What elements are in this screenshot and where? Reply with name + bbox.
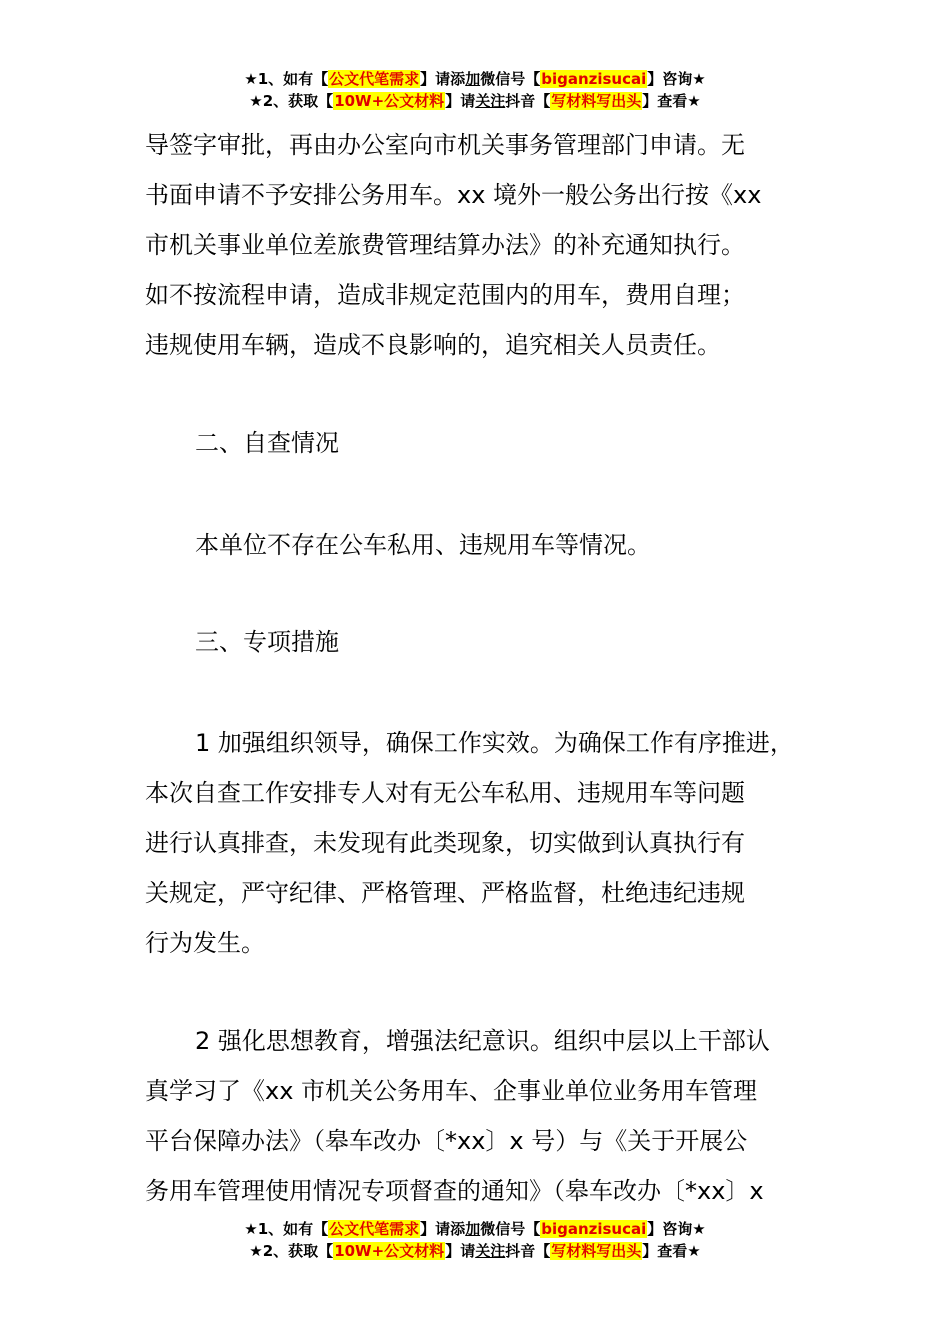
highlight-wechat-id: biganzisucai: [541, 70, 647, 88]
banner-line-2: ★2、获取【10W+公文材料】请关注抖音【写材料写出头】查看★: [249, 92, 701, 110]
highlight-service: 公文代笔需求: [329, 1220, 420, 1238]
footer-banner: [0, 1218, 950, 1262]
header-banner: [0, 68, 950, 112]
highlight-service: 公文代笔需求: [329, 70, 420, 88]
paragraph-measure-2: 2 强化思想教育，增强法纪意识。组织中层以上干部认 真学习了《xx 市机关公务用车、企事业单位业务用车管理 平台保障办法》（皋车改办〔*xx〕x 号）与《关于开展公 务用车管理使用情况专项督查的通知》（皋车改办〔*xx〕x: [145, 1027, 770, 1205]
paragraph-self-check: 本单位不存在公车私用、违规用车等情况。: [195, 531, 651, 559]
banner-line-1: ★1、如有【公文代笔需求】请添加微信号【biganzisucai】咨询★: [244, 70, 706, 88]
highlight-douyin: 写材料写出头: [551, 92, 642, 110]
paragraph-measure-1: 1 加强组织领导，确保工作实效。为确保工作有序推进， 本次自查工作安排专人对有无公车私用、违规用车等问题 进行认真排查，未发现有此类现象，切实做到认真执行有 关规定，严守纪律、严格管理、严格监督，杜绝违纪违规 行为发生。: [145, 729, 794, 957]
section-heading-self-check: 二、自查情况: [195, 429, 339, 457]
highlight-douyin: 写材料写出头: [551, 1242, 642, 1260]
highlight-wechat-id: biganzisucai: [541, 1220, 647, 1238]
highlight-materials: 10W+公文材料: [334, 92, 445, 110]
banner-line-2: ★2、获取【10W+公文材料】请关注抖音【写材料写出头】查看★: [249, 1242, 701, 1260]
banner-line-1: ★1、如有【公文代笔需求】请添加微信号【biganzisucai】咨询★: [244, 1220, 706, 1238]
paragraph-continuation: 导签字审批，再由办公室向市机关事务管理部门申请。无 书面申请不予安排公务用车。xx 境外一般公务出行按《xx 市机关事业单位差旅费管理结算办法》的补充通知执行。 如不按流程申请，造成非规定范围内的用车，费用自理； 违规使用车辆，造成不良影响的，追究相关人员责任。: [145, 131, 762, 359]
section-heading-measures: 三、专项措施: [195, 628, 339, 656]
highlight-materials: 10W+公文材料: [334, 1242, 445, 1260]
